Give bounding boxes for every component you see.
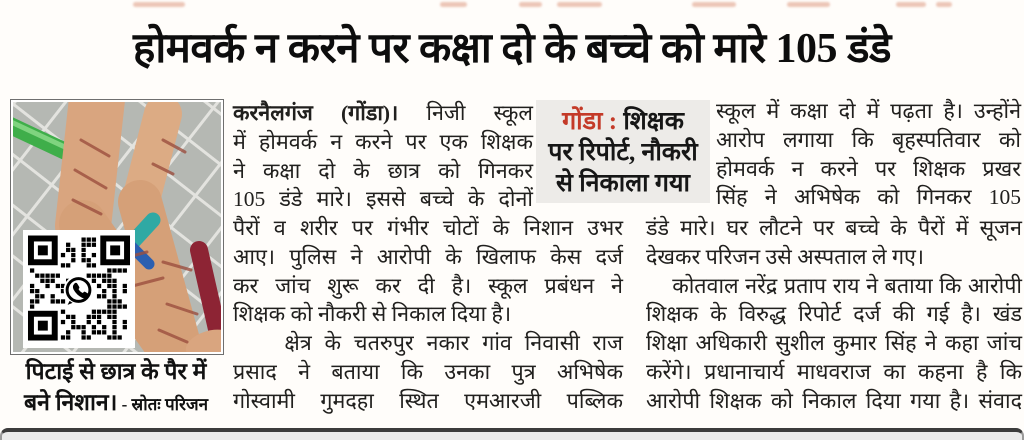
scan-artifact-mark [936,2,952,7]
article-line: पैरों व शरीर पर गंभीर चोटों के निशान उभर [233,216,623,240]
scan-artifact-mark [557,2,602,7]
article-line: ने कक्षा दो के छात्र को गिनकर [233,158,533,183]
headline: होमवर्क न करने पर कक्षा दो के बच्चे को मारे 105 डंडे [133,26,891,72]
highlight-box [536,100,710,203]
highlight-box-line1 [536,106,710,137]
box-location-label: गोंडा : [562,108,618,135]
article-line: क्षेत्र के चतरुपुर नकार गांव निवासी राज [233,331,623,356]
photo-caption-line1: पिटाई से छात्र के पैर में [25,359,207,384]
photo-caption-line2-main: बने निशान। [23,390,118,415]
scan-artifact-mark [787,2,830,7]
scan-artifact-mark [133,2,185,7]
article-line: होमवर्क न करने पर शिक्षक प्रखर [716,156,1021,181]
article-column3-top [716,97,1021,212]
article-line: प्रसाद ने बताया कि उनका पुत्र अभिषेक [233,359,623,384]
scan-artifact-mark [896,2,926,7]
scan-artifact-mark [519,2,542,7]
article-line: आए। पुलिस ने आरोपी के खिलाफ केस दर्ज [233,244,623,269]
article-column3-bottom [646,214,1022,416]
photo-caption-line2 [0,387,232,421]
scan-artifact-mark [440,2,467,7]
qr-code-graphic [27,234,131,344]
clipped-next-section [0,428,1024,440]
box-line1-rest: शिक्षक [617,108,684,135]
photo-caption [0,356,232,421]
article-line: 105 डंडे मारे। इससे बच्चे के दोनों [233,187,533,212]
victim-photo [10,99,224,355]
article-line: डंडे मारे। घर लौटने पर बच्चे के पैरों में सूजन [646,216,1022,240]
article-line: में होमवर्क न करने पर एक शिक्षक [233,129,533,154]
article-column2-bottom [233,214,623,416]
article-line: करेंगे। प्रधानाचार्य माधवराज का कहना है कि [646,359,1022,384]
dateline: करनैलगंज (गोंडा)। [233,101,399,125]
whatsapp-qr-code [23,230,135,348]
article-line: कोतवाल नरेंद्र प्रताप राय ने बताया कि आरोपी [646,273,1022,298]
article-line: आरोप लगाया कि बृहस्पतिवार को [716,127,1021,152]
article-line: आरोपी शिक्षक को निकाल दिया गया है। संवाद [646,388,1022,413]
highlight-box-line2: पर रिपोर्ट, नौकरी [548,139,698,166]
article-column2-top [233,99,533,214]
article-line: देखकर परिजन उसे अस्पताल ले गए। [646,244,925,269]
article-line: करनैलगंज (गोंडा)। निजी स्कूल [233,101,533,125]
whatsapp-icon [64,275,94,305]
article-line: शिक्षा अधिकारी सुशील कुमार सिंह ने कहा जांच [646,331,1022,356]
article-line: स्कूल में कक्षा दो में पढ़ता है। उन्होंने [716,99,1021,123]
article-line: सिंह ने अभिषेक को गिनकर 105 [716,185,1021,210]
article-line: शिक्षक को नौकरी से निकाल दिया है। [233,302,512,327]
article-line: कर जांच शुरू कर दी है। स्कूल प्रबंधन ने [233,273,623,298]
article-line: गोस्वामी गुमदहा स्थित एमआरजी पब्लिक [233,388,623,413]
article-line: शिक्षक के विरुद्ध रिपोर्ट दर्ज की गई है। खंड [646,302,1022,327]
scan-artifact-mark [692,2,736,7]
highlight-box-line3: से निकाला गया [556,170,690,197]
photo-caption-source: - स्रोतः परिजन [117,395,209,414]
